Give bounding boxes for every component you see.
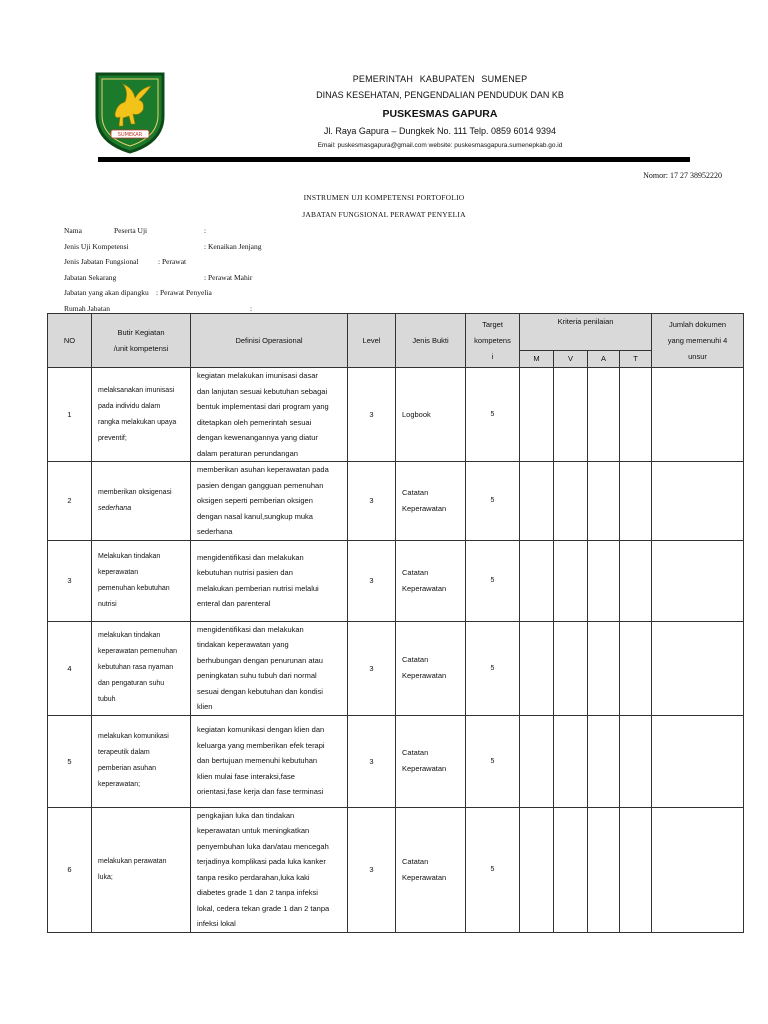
cell-line: Catatan: [402, 856, 429, 866]
cell-line: nutrisi: [98, 600, 117, 608]
cell-no: 4: [48, 621, 92, 715]
cell-kriteria-a[interactable]: [588, 621, 620, 715]
cell-level: 3: [348, 462, 396, 541]
cell-line: keperawatan pemenuhan: [98, 648, 178, 655]
cell-level: 3: [348, 368, 396, 462]
cell-line: sederhana: [98, 504, 132, 512]
table-row: [48, 621, 744, 715]
identity-value: : Perawat: [158, 257, 187, 266]
cell-line: Catatan: [402, 655, 429, 664]
cell-butir: [92, 621, 191, 715]
cell-line: dalam peraturan perundangan: [197, 448, 298, 458]
cell-definisi: [191, 621, 348, 715]
cell-line: Keperawatan: [402, 583, 447, 593]
header-jumlah-line: yang memenuhi 4: [667, 335, 728, 345]
cell-jumlah[interactable]: [652, 462, 744, 541]
cell-line: penyembuhan luka dan/atau mencegah: [197, 841, 329, 851]
table-row: [48, 715, 744, 807]
cell-line: pemberian asuhan: [98, 765, 156, 772]
letterhead: [190, 74, 690, 152]
cell-line: diabetes grade 1 dan 2 tanpa infeksi: [197, 888, 318, 897]
identity-label: Jenis Jabatan Fungsional: [64, 257, 139, 266]
document-subtitle: JABATAN FUNGSIONAL PERAWAT PENYELIA: [302, 210, 466, 219]
cell-line: Melakukan tindakan: [98, 552, 161, 560]
header-butir-line: Butir Kegiatan: [117, 327, 165, 337]
cell-line: pemenuhan kebutuhan: [98, 584, 170, 592]
cell-definisi: [191, 368, 348, 462]
cell-kriteria-v[interactable]: [554, 540, 588, 621]
header-definisi: Definisi Operasional: [191, 314, 348, 368]
cell-kriteria-a[interactable]: [588, 715, 620, 807]
cell-bukti: [396, 621, 466, 715]
cell-kriteria-t[interactable]: [620, 368, 652, 462]
header-target-line: kompetens: [474, 335, 511, 345]
cell-line: memberikan oksigenasi: [98, 488, 172, 496]
letterhead-line-email: Email: puskesmasgapura@gmail.com website: puskesmasgapura.sumenepkab.go.id: [317, 142, 563, 149]
cell-line: keperawatan: [98, 568, 139, 576]
table-row: [48, 368, 744, 462]
cell-line: rangka melakukan upaya: [98, 418, 177, 426]
cell-bukti: [396, 715, 466, 807]
cell-line: enteral dan parenteral: [197, 599, 271, 608]
cell-no: 1: [48, 368, 92, 462]
identity-label: Jabatan yang akan dipangku: [64, 288, 149, 297]
cell-butir: [92, 462, 191, 541]
cell-jumlah[interactable]: [652, 540, 744, 621]
cell-line: tanpa resiko perdarahan,luka kaki: [197, 872, 310, 882]
cell-line: oksigen seperti pemberian oksigen: [197, 496, 313, 505]
cell-no: 5: [48, 715, 92, 807]
table-row: [48, 807, 744, 932]
cell-line: kebutuhan nutrisi pasien dan: [197, 568, 293, 577]
cell-kriteria-v[interactable]: [554, 715, 588, 807]
header-jumlah-line: unsur: [688, 351, 707, 361]
cell-jumlah[interactable]: [652, 368, 744, 462]
cell-kriteria-m[interactable]: [520, 621, 554, 715]
identity-label: Jenis Uji Kompetensi: [64, 241, 129, 251]
cell-kriteria-a[interactable]: [588, 368, 620, 462]
cell-level: 3: [348, 621, 396, 715]
cell-line: Keperawatan: [402, 764, 447, 773]
cell-kriteria-v[interactable]: [554, 462, 588, 541]
header-kriteria-t: T: [620, 351, 652, 368]
cell-kriteria-a[interactable]: [588, 462, 620, 541]
document-title: INSTRUMEN UJI KOMPETENSI PORTOFOLIO: [303, 193, 465, 202]
identity-value: :: [250, 303, 253, 313]
cell-jumlah[interactable]: [652, 715, 744, 807]
cell-line: pasien dengan gangguan pemenuhan: [197, 480, 324, 490]
identity-value: :: [204, 226, 207, 235]
header-target: [466, 314, 520, 368]
cell-butir: [92, 540, 191, 621]
cell-butir: [92, 715, 191, 807]
table-row: [48, 462, 744, 541]
cell-line: orientasi,fase kerja dan fase terminasi: [197, 787, 324, 797]
cell-line: pengkajian luka dan tindakan: [197, 810, 295, 820]
cell-level: 3: [348, 715, 396, 807]
cell-kriteria-v[interactable]: [554, 807, 588, 932]
cell-line: preventif;: [98, 434, 127, 442]
cell-line: Catatan: [402, 748, 429, 757]
letterhead-divider: [98, 157, 690, 162]
cell-definisi: [191, 462, 348, 541]
cell-kriteria-m[interactable]: [520, 807, 554, 932]
cell-target: 5: [466, 715, 520, 807]
cell-line: melakukan tindakan: [98, 632, 161, 639]
header-butir-line: /unit kompetensi: [113, 343, 169, 353]
cell-definisi: [191, 540, 348, 621]
cell-line: memberikan asuhan keperawatan pada: [197, 465, 329, 474]
identity-mid: Peserta Uji: [114, 226, 148, 235]
cell-butir: [92, 807, 191, 932]
cell-line: kegiatan melakukan imunisasi dasar: [197, 371, 318, 380]
logo-ribbon-text: SUMEKAR: [117, 132, 143, 138]
cell-line: infeksi lokal: [197, 919, 236, 928]
cell-no: 2: [48, 462, 92, 541]
cell-no: 6: [48, 807, 92, 932]
cell-line: mengidentifikasi dan melakukan: [197, 624, 304, 634]
cell-line: klien: [197, 702, 213, 711]
cell-definisi: [191, 715, 348, 807]
cell-line: luka;: [98, 873, 113, 881]
cell-line: mengidentifikasi dan melakukan: [197, 552, 304, 562]
letterhead-line-government: PEMERINTAH KABUPATEN SUMENEP: [352, 74, 528, 84]
cell-line: keperawatan;: [98, 781, 141, 788]
cell-line: melakukan komunikasi: [98, 733, 169, 740]
cell-target: 5: [466, 540, 520, 621]
cell-line: Catatan: [402, 487, 429, 497]
cell-bukti: [396, 807, 466, 932]
cell-line: ditetapkan oleh pemerintah sesuai: [197, 417, 312, 427]
cell-line: dan bertujuan memenuhi kebutuhan: [197, 756, 318, 766]
header-jumlah: [652, 314, 744, 368]
cell-target: 5: [466, 621, 520, 715]
cell-line: terjadinya komplikasi pada luka kanker: [197, 857, 326, 866]
competency-table: [47, 313, 744, 933]
header-kriteria-m: M: [520, 351, 554, 368]
cell-line: melakukan pemberian nutrisi melalui: [197, 583, 319, 593]
header-kriteria-v: V: [554, 351, 588, 368]
cell-line: Keperawatan: [402, 503, 447, 513]
cell-line: bentuk implementasi dari program yang: [197, 402, 329, 411]
cell-level: 3: [348, 540, 396, 621]
cell-kriteria-m[interactable]: [520, 462, 554, 541]
letterhead-line-agency: DINAS KESEHATAN, PENGENDALIAN PENDUDUK DAN KB: [316, 90, 564, 100]
cell-bukti: [396, 368, 466, 462]
header-target-line: i: [491, 351, 494, 361]
cell-line: keluarga yang memberikan efek terapi: [197, 740, 325, 750]
cell-line: tindakan keperawatan yang: [197, 640, 289, 649]
cell-kriteria-a[interactable]: [588, 807, 620, 932]
cell-line: dan lanjutan sesuai kebutuhan sebagai: [197, 386, 328, 396]
cell-line: keperawatan untuk meningkatkan: [197, 826, 310, 835]
cell-line: Keperawatan: [402, 872, 447, 882]
cell-line: melakukan perawatan: [98, 857, 167, 865]
cell-target: 5: [466, 807, 520, 932]
cell-line: terapeutik dalam: [98, 749, 150, 756]
cell-line: sesuai dengan kebutuhan dan kondisi: [197, 686, 323, 696]
identity-label: Nama: [64, 226, 82, 235]
document-number: Nomor: 17 27 38952220: [643, 171, 722, 180]
cell-line: berhubungan dengan penurunan atau: [197, 655, 323, 665]
cell-no: 3: [48, 540, 92, 621]
cell-line: pada individu dalam: [98, 402, 161, 410]
cell-line: dengan nasal kanul,sungkup muka: [197, 511, 313, 521]
cell-kriteria-t[interactable]: [620, 621, 652, 715]
cell-kriteria-t[interactable]: [620, 807, 652, 932]
header-butir: [92, 314, 191, 368]
cell-target: 5: [466, 368, 520, 462]
cell-bukti: [396, 540, 466, 621]
cell-kriteria-v[interactable]: [554, 368, 588, 462]
header-no: NO: [48, 314, 92, 368]
cell-line: tubuh: [98, 696, 116, 703]
cell-line: lokal, cedera tekan grade 1 dan 2 tanpa: [197, 903, 330, 913]
letterhead-line-address: Jl. Raya Gapura – Dungkek No. 111 Telp. 0859 6014 9394: [323, 126, 557, 136]
cell-line: peningkatan suhu tubuh dari normal: [197, 671, 317, 680]
identity-value: : Perawat Penyelia: [156, 288, 212, 297]
cell-level: 3: [348, 807, 396, 932]
cell-kriteria-m[interactable]: [520, 715, 554, 807]
cell-kriteria-a[interactable]: [588, 540, 620, 621]
header-target-line: Target: [482, 319, 503, 329]
cell-line: dan pengaturan suhu: [98, 680, 165, 687]
cell-definisi: [191, 807, 348, 932]
cell-line: kegiatan komunikasi dengan klien dan: [197, 725, 325, 735]
cell-bukti: [396, 462, 466, 541]
puskesmas-logo: [93, 70, 167, 154]
cell-kriteria-t[interactable]: [620, 540, 652, 621]
cell-kriteria-m[interactable]: [520, 368, 554, 462]
header-bukti: Jenis Bukti: [396, 314, 466, 368]
cell-jumlah[interactable]: [652, 621, 744, 715]
cell-kriteria-t[interactable]: [620, 462, 652, 541]
table-row: [48, 540, 744, 621]
cell-line: dengan kewenangannya yang diatur: [197, 433, 318, 442]
identity-label: Jabatan Sekarang: [64, 272, 117, 282]
identity-value: : Perawat Mahir: [204, 272, 253, 282]
cell-line: sederhana: [197, 527, 233, 536]
cell-jumlah[interactable]: [652, 807, 744, 932]
header-kriteria: Kriteria penilaian: [520, 314, 652, 351]
header-jumlah-line: Jumlah dokumen: [668, 319, 727, 329]
cell-line: Keperawatan: [402, 671, 447, 680]
cell-butir: [92, 368, 191, 462]
header-kriteria-a: A: [588, 351, 620, 368]
cell-target: 5: [466, 462, 520, 541]
cell-kriteria-t[interactable]: [620, 715, 652, 807]
header-level: Level: [348, 314, 396, 368]
cell-line: Logbook: [402, 409, 431, 419]
cell-kriteria-m[interactable]: [520, 540, 554, 621]
cell-kriteria-v[interactable]: [554, 621, 588, 715]
cell-line: kebutuhan rasa nyaman: [98, 664, 174, 671]
identity-label: Rumah Jabatan: [64, 303, 111, 313]
cell-line: Catatan: [402, 567, 429, 577]
cell-line: melaksanakan imunisasi: [98, 386, 175, 394]
cell-line: klien mulai fase interaksi,fase: [197, 771, 295, 781]
letterhead-line-puskesmas: PUSKESMAS GAPURA: [382, 108, 498, 120]
identity-value: : Kenaikan Jenjang: [204, 241, 262, 251]
